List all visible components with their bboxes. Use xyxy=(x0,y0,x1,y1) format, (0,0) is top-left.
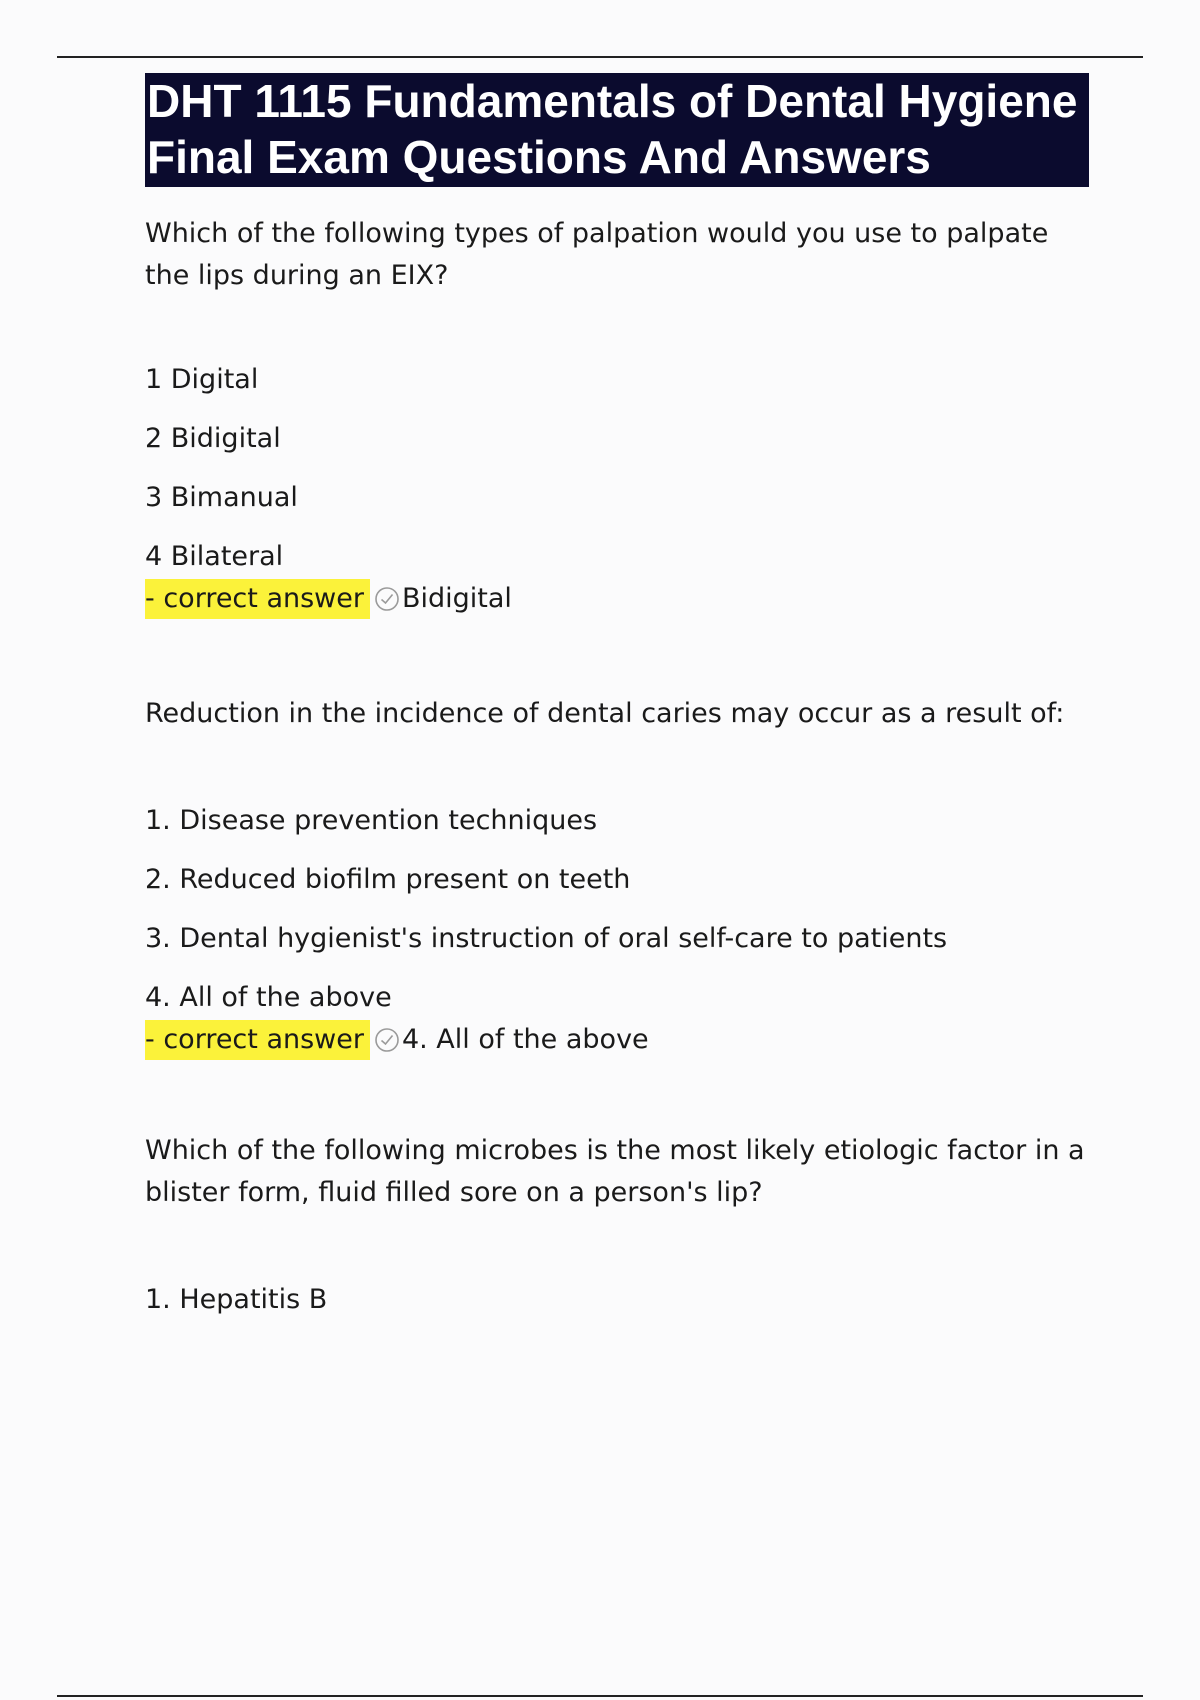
option-item: 1. Disease prevention techniques xyxy=(145,805,598,836)
option-item: 2 Bidigital xyxy=(145,423,281,454)
option-item: 2. Reduced biofilm present on teeth xyxy=(145,864,631,895)
option-item: 4. All of the above xyxy=(145,982,392,1013)
correct-answer-value: Bidigital xyxy=(401,583,512,614)
correct-answer-value: 4. All of the above xyxy=(401,1024,649,1055)
question-text: Which of the following types of palpation would you use to palpate the lips during an EIX? xyxy=(145,218,1049,291)
correct-answer-label: - correct answer xyxy=(145,1020,370,1060)
top-rule xyxy=(57,56,1143,58)
document-title: DHT 1115 Fundamentals of Dental Hygiene Final Exam Questions And Answers xyxy=(145,73,1089,187)
option-item: 1 Digital xyxy=(145,364,259,395)
bottom-rule xyxy=(57,1695,1143,1697)
check-circle-icon xyxy=(374,586,400,612)
check-circle-icon xyxy=(374,1027,400,1053)
question-text: Which of the following microbes is the most likely etiologic factor in a blister form, fluid filled sore on a person's lip? xyxy=(145,1135,1085,1208)
correct-answer-line xyxy=(145,579,1089,619)
option-item: 3. Dental hygienist's instruction of oral self-care to patients xyxy=(145,923,948,954)
correct-answer-label: - correct answer xyxy=(145,579,370,619)
option-item: 1. Hepatitis B xyxy=(145,1284,328,1315)
option-item: 3 Bimanual xyxy=(145,482,298,513)
option-item: 4 Bilateral xyxy=(145,541,284,572)
correct-answer-line xyxy=(145,1020,1089,1060)
question-text: Reduction in the incidence of dental caries may occur as a result of: xyxy=(145,698,1065,729)
document-content xyxy=(145,73,1089,1320)
